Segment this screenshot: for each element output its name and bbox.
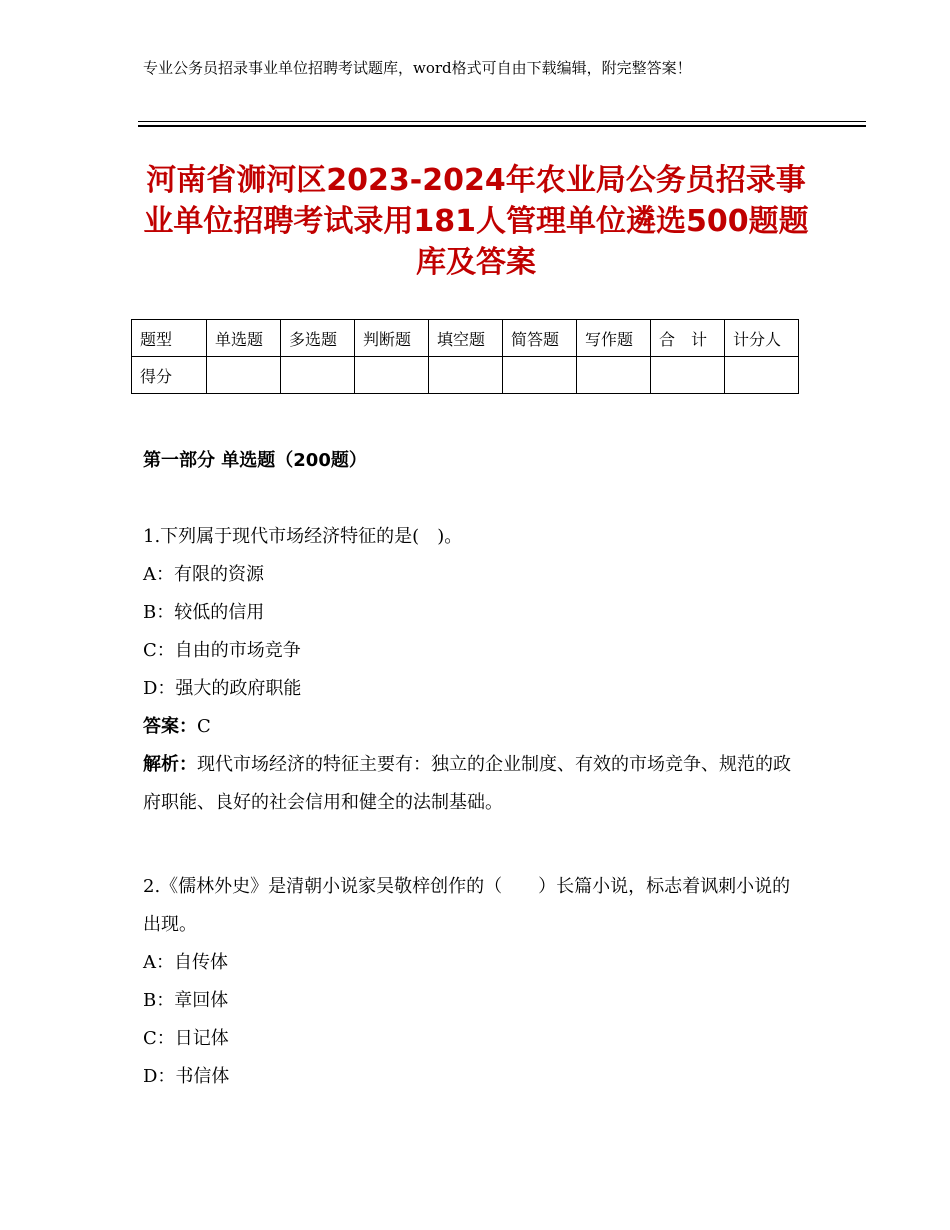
score-header-cell: 写作题 (577, 320, 651, 357)
score-cell (577, 357, 651, 394)
document-title: 河南省浉河区2023-2024年农业局公务员招录事业单位招聘考试录用181人管理单位遴选500题题库及答案 (143, 163, 809, 280)
header-note: 专业公务员招录事业单位招聘考试题库，word格式可自由下载编辑，附完整答案！ (143, 59, 692, 77)
header-rule (138, 121, 866, 122)
analysis-text: 现代市场经济的特征主要有：独立的企业制度、有效的市场竞争、规范的政府职能、良好的社会信用和健全的法制基础。 (143, 754, 791, 813)
score-cell (429, 357, 503, 394)
score-cell (503, 357, 577, 394)
score-table-score-row (132, 357, 799, 394)
answer-label: 答案： (143, 716, 197, 737)
score-header-cell: 单选题 (207, 320, 281, 357)
score-header-cell: 题型 (132, 320, 207, 357)
question-stem: 2.《儒林外史》是清朝小说家吴敬梓创作的（ ）长篇小说，标志着讽刺小说的出现。 (143, 876, 791, 935)
question-stem: 1.下列属于现代市场经济特征的是( )。 (143, 526, 463, 547)
option-b: B：较低的信用 (143, 602, 265, 623)
answer-line (143, 708, 803, 746)
option-c: C：自由的市场竞争 (143, 640, 301, 661)
section-title: 第一部分 单选题（200题） (143, 450, 367, 471)
score-header-cell: 判断题 (355, 320, 429, 357)
score-header-cell: 多选题 (281, 320, 355, 357)
option-a: A：自传体 (143, 952, 228, 973)
analysis-line (143, 746, 803, 822)
option-a: A：有限的资源 (143, 564, 264, 585)
score-cell (651, 357, 725, 394)
score-table (131, 319, 799, 394)
option-d: D：强大的政府职能 (143, 678, 302, 699)
score-cell (725, 357, 799, 394)
option-c: C：日记体 (143, 1028, 229, 1049)
score-header-cell: 填空题 (429, 320, 503, 357)
question-1 (143, 518, 803, 822)
header-rule-thick (138, 125, 866, 127)
answer-value: C (197, 716, 211, 737)
question-2 (143, 868, 803, 1096)
analysis-label: 解析： (143, 754, 197, 775)
score-table-header-row (132, 320, 799, 357)
score-row-label: 得分 (132, 357, 207, 394)
score-header-cell: 合 计 (651, 320, 725, 357)
option-b: B：章回体 (143, 990, 229, 1011)
score-cell (207, 357, 281, 394)
score-header-cell: 简答题 (503, 320, 577, 357)
score-header-cell: 计分人 (725, 320, 799, 357)
score-cell (355, 357, 429, 394)
score-cell (281, 357, 355, 394)
option-d: D：书信体 (143, 1066, 230, 1087)
